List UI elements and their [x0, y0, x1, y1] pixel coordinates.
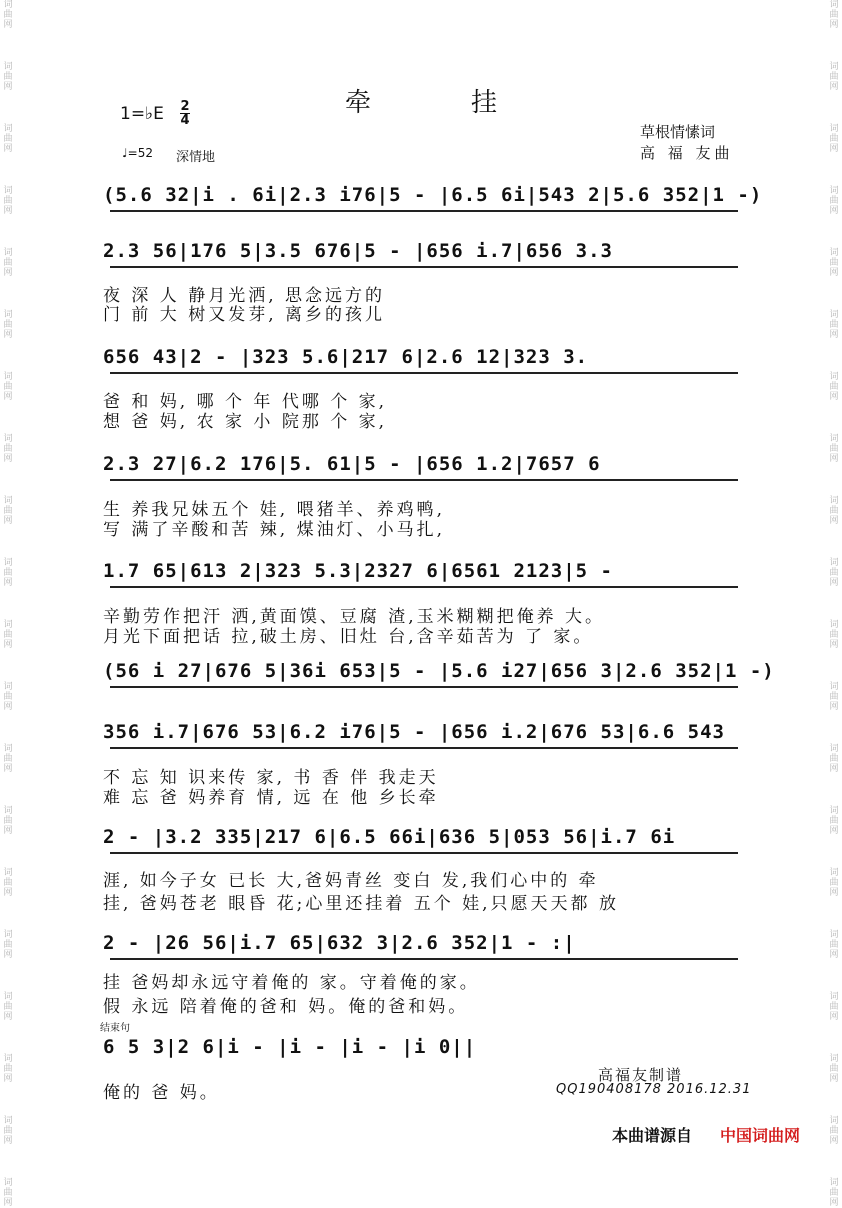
staff-underline — [110, 372, 738, 374]
lyric-verse-1: 生 养我兄妹五个 娃, 喂猪羊、养鸡鸭, — [103, 500, 446, 520]
meter-top: 2 — [180, 99, 190, 114]
staff-underline — [110, 210, 738, 212]
lyric-verse-2: 门 前 大 树又发芽, 离乡的孩儿 — [103, 305, 386, 325]
notation-line: (56 i 27|676 5|36i 653|5 - |5.6 i27|656 3|2.6 352|1 -) — [103, 660, 775, 682]
lyric-verse-1: 涯, 如今子女 已长 大,爸妈青丝 变白 发,我们心中的 牵 — [103, 871, 599, 891]
staff-underline — [110, 479, 738, 481]
notation-line: 2 - |26 56|i.7 65|632 3|2.6 352|1 - :| — [103, 932, 576, 954]
notation-line: 2 - |3.2 335|217 6|6.5 66i|636 5|053 56|i.7 6i — [103, 826, 676, 848]
lyric-verse-1: 挂 爸妈却永远守着俺的 家。守着俺的家。 — [103, 973, 480, 993]
transcriber-credit: 高福友制谱 — [598, 1066, 684, 1084]
composer-credit: 高 福 友曲 — [640, 144, 734, 162]
lyric-verse-2: 挂, 爸妈苍老 眼昏 花;心里还挂着 五个 娃,只愿天天都 放 — [103, 894, 619, 914]
notation-line: 1.7 65|613 2|323 5.3|2327 6|6561 2123|5 - — [103, 560, 613, 582]
expression-mark: 深情地 — [176, 150, 216, 165]
notation-line: 2.3 27|6.2 176|5. 61|5 - |656 1.2|7657 6 — [103, 453, 601, 475]
watermark-strip-left: 词曲网 词曲网 词曲网 词曲网 词曲网 词曲网 词曲网 词曲网 词曲网 词曲网 词曲网 词曲网 词曲网 词曲网 词曲网 词曲网 词曲网 词曲网 词曲网 词曲网 — [3, 0, 13, 1208]
time-signature — [180, 100, 190, 127]
lyric-verse-2: 月光下面把话 拉,破土房、旧灶 台,含辛茹苦为 了 家。 — [103, 627, 594, 647]
lyric-verse-1: 夜 深 人 静月光洒, 思念远方的 — [103, 286, 386, 306]
meter-bottom: 4 — [180, 113, 190, 128]
lyric-verse-1: 辛勤劳作把汗 洒,黄面馍、豆腐 渣,玉米糊糊把俺养 大。 — [103, 607, 606, 627]
lyricist-credit: 草根情愫词 — [640, 123, 716, 141]
lyric-verse-2: 想 爸 妈, 农 家 小 院那 个 家, — [103, 412, 388, 432]
lyric-verse-1: 爸 和 妈, 哪 个 年 代哪 个 家, — [103, 392, 388, 412]
staff-underline — [110, 686, 738, 688]
lyric-verse-2: 假 永远 陪着俺的爸和 妈。俺的爸和妈。 — [103, 997, 469, 1017]
lyric-verse-2: 写 满了辛酸和苦 辣, 煤油灯、小马扎, — [103, 520, 446, 540]
staff-underline — [110, 266, 738, 268]
notation-line: (5.6 32|i . 6i|2.3 i76|5 - |6.5 6i|543 2|5.6 352|1 -) — [103, 184, 763, 206]
staff-underline — [110, 586, 738, 588]
source-site-link[interactable]: 中国词曲网 — [720, 1126, 801, 1145]
lyric-verse-2: 难 忘 爸 妈养育 情, 远 在 他 乡长牵 — [103, 788, 439, 808]
tempo-mark: ♩=52 — [122, 146, 153, 160]
notation-line: 656 43|2 - |323 5.6|217 6|2.6 12|323 3. — [103, 346, 589, 368]
transcriber-contact: QQ190408178 2016.12.31 — [556, 1082, 752, 1097]
lyric-verse-1: 不 忘 知 识来传 家, 书 香 伴 我走天 — [103, 768, 439, 788]
notation-line: 6 5 3|2 6|i - |i - |i - |i 0|| — [103, 1036, 477, 1058]
notation-line: 2.3 56|176 5|3.5 676|5 - |656 i.7|656 3.3 — [103, 240, 613, 262]
source-label: 本曲谱源自 — [612, 1126, 693, 1145]
lyric-verse-1: 俺的 爸 妈。 — [103, 1083, 220, 1103]
staff-underline — [110, 747, 738, 749]
watermark-strip-right: 词曲网 词曲网 词曲网 词曲网 词曲网 词曲网 词曲网 词曲网 词曲网 词曲网 词曲网 词曲网 词曲网 词曲网 词曲网 词曲网 词曲网 词曲网 词曲网 词曲网 — [829, 0, 839, 1208]
song-title: 牵挂 — [344, 88, 597, 118]
key-signature: 1=♭E — [120, 104, 164, 124]
notation-line: 356 i.7|676 53|6.2 i76|5 - |656 i.2|676 53|6.6 543 — [103, 721, 725, 743]
ending-label: 结束句 — [100, 1023, 130, 1034]
staff-underline — [110, 852, 738, 854]
staff-underline — [110, 958, 738, 960]
